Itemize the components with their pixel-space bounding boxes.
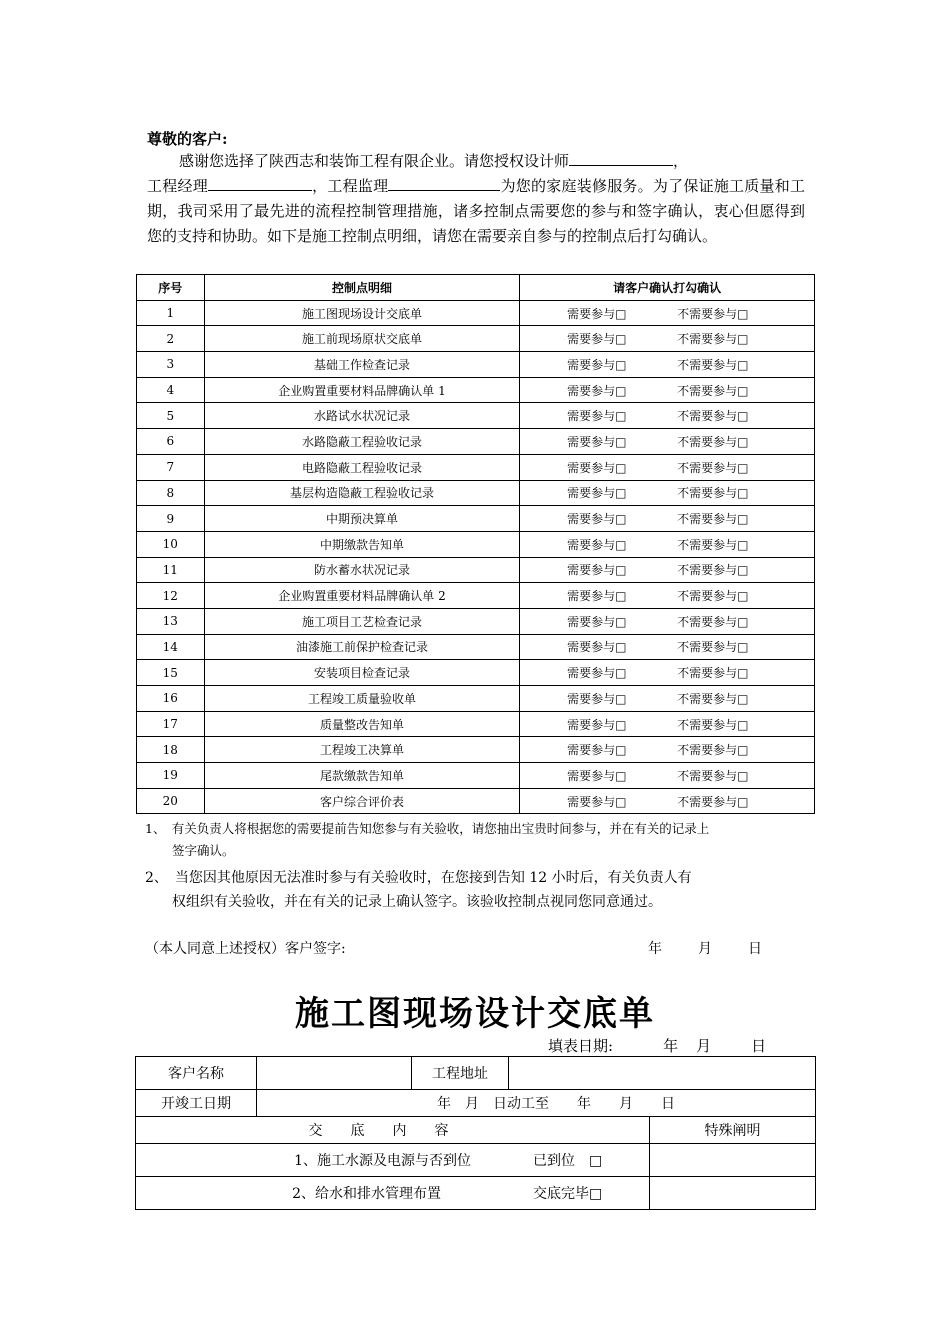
salutation: 尊敬的客户: [147, 130, 228, 148]
special-note-field[interactable] [650, 1177, 816, 1210]
row-number: 19 [137, 763, 205, 789]
row-confirm [520, 686, 815, 712]
table-row [137, 326, 815, 352]
no-need-checkbox[interactable]: 不需要参与□ [677, 743, 749, 758]
need-checkbox[interactable]: 需要参与□ [567, 357, 627, 372]
row-number: 12 [137, 583, 205, 609]
table-row [137, 429, 815, 455]
row-item: 油漆施工前保护检查记录 [204, 634, 520, 660]
start-end-field[interactable]: 年 月 日动工至 年 月 日 [257, 1090, 816, 1117]
no-need-checkbox[interactable]: 不需要参与□ [677, 537, 749, 552]
header-confirm: 请客户确认打勾确认 [520, 275, 815, 301]
table-row [137, 531, 815, 557]
table-row [137, 788, 815, 814]
need-checkbox[interactable]: 需要参与□ [567, 332, 627, 347]
table-row [137, 737, 815, 763]
row-number: 17 [137, 711, 205, 737]
row-confirm [520, 326, 815, 352]
no-need-checkbox[interactable]: 不需要参与□ [677, 589, 749, 604]
row-number: 20 [137, 788, 205, 814]
no-need-checkbox[interactable]: 不需要参与□ [677, 640, 749, 655]
row-item: 基础工作检查记录 [204, 352, 520, 378]
need-checkbox[interactable]: 需要参与□ [567, 383, 627, 398]
row-item: 企业购置重要材料品牌确认单 1 [204, 377, 520, 403]
table-row [137, 377, 815, 403]
need-checkbox[interactable]: 需要参与□ [567, 614, 627, 629]
row-confirm [520, 352, 815, 378]
row-confirm [520, 506, 815, 532]
no-need-checkbox[interactable]: 不需要参与□ [677, 691, 749, 706]
row-confirm [520, 660, 815, 686]
row-confirm [520, 634, 815, 660]
need-checkbox[interactable]: 需要参与□ [567, 640, 627, 655]
no-need-checkbox[interactable]: 不需要参与□ [677, 768, 749, 783]
need-checkbox[interactable]: 需要参与□ [567, 434, 627, 449]
table-row [137, 763, 815, 789]
row-confirm [520, 300, 815, 326]
form-item-row: 1、施工水源及电源与否到位 已到位 □ [136, 1144, 816, 1177]
form-item-row: 2、给水和排水管理布置 交底完毕□ [136, 1177, 816, 1210]
need-checkbox[interactable]: 需要参与□ [567, 537, 627, 552]
row-number: 10 [137, 531, 205, 557]
project-address-field[interactable] [509, 1057, 816, 1090]
need-checkbox[interactable]: 需要参与□ [567, 666, 627, 681]
row-confirm [520, 377, 815, 403]
fill-date: 填表日期: 年 月 日 [548, 1037, 767, 1055]
row-number: 15 [137, 660, 205, 686]
row-number: 4 [137, 377, 205, 403]
table-row [137, 454, 815, 480]
special-note-field[interactable] [650, 1144, 816, 1177]
form-row-dates [136, 1090, 816, 1117]
row-number: 1 [137, 300, 205, 326]
manager-blank[interactable] [208, 174, 312, 191]
table-row [137, 634, 815, 660]
no-need-checkbox[interactable]: 不需要参与□ [677, 512, 749, 527]
need-checkbox[interactable]: 需要参与□ [567, 794, 627, 809]
item-status[interactable]: 交底完毕□ [533, 1186, 603, 1202]
designer-blank[interactable] [569, 149, 673, 166]
row-item: 施工前现场原状交底单 [204, 326, 520, 352]
table-row [137, 352, 815, 378]
form-title: 施工图现场设计交底单 [295, 994, 655, 1034]
no-need-checkbox[interactable]: 不需要参与□ [677, 434, 749, 449]
row-number: 8 [137, 480, 205, 506]
no-need-checkbox[interactable]: 不需要参与□ [677, 383, 749, 398]
control-point-table [136, 274, 815, 814]
table-row [137, 583, 815, 609]
row-item: 施工图现场设计交底单 [204, 300, 520, 326]
row-number: 6 [137, 429, 205, 455]
customer-name-field[interactable] [257, 1057, 412, 1090]
row-item: 企业购置重要材料品牌确认单 2 [204, 583, 520, 609]
no-need-checkbox[interactable]: 不需要参与□ [677, 794, 749, 809]
no-need-checkbox[interactable]: 不需要参与□ [677, 563, 749, 578]
row-item: 工程竣工质量验收单 [204, 686, 520, 712]
no-need-checkbox[interactable]: 不需要参与□ [677, 486, 749, 501]
row-number: 5 [137, 403, 205, 429]
table-row [137, 608, 815, 634]
no-need-checkbox[interactable]: 不需要参与□ [677, 666, 749, 681]
no-need-checkbox[interactable]: 不需要参与□ [677, 614, 749, 629]
row-confirm [520, 608, 815, 634]
form-row-headers [136, 1117, 816, 1144]
row-confirm [520, 403, 815, 429]
note-1: 1、 有关负责人将根据您的需要提前告知您参与有关验收，请您抽出宝贵时间参与，并在有关的记录上 [145, 821, 710, 836]
row-item: 中期预决算单 [204, 506, 520, 532]
row-item: 施工项目工艺检查记录 [204, 608, 520, 634]
row-item: 中期缴款告知单 [204, 531, 520, 557]
no-need-checkbox[interactable]: 不需要参与□ [677, 357, 749, 372]
row-item: 基层构造隐蔽工程验收记录 [204, 480, 520, 506]
no-need-checkbox[interactable]: 不需要参与□ [677, 332, 749, 347]
no-need-checkbox[interactable]: 不需要参与□ [677, 717, 749, 732]
row-number: 14 [137, 634, 205, 660]
row-number: 9 [137, 506, 205, 532]
row-confirm [520, 454, 815, 480]
need-checkbox[interactable]: 需要参与□ [567, 306, 627, 321]
no-need-checkbox[interactable]: 不需要参与□ [677, 409, 749, 424]
customer-name-label: 客户名称 [136, 1057, 257, 1090]
row-confirm [520, 429, 815, 455]
row-confirm [520, 583, 815, 609]
no-need-checkbox[interactable]: 不需要参与□ [677, 460, 749, 475]
table-header-row [137, 275, 815, 301]
row-confirm [520, 531, 815, 557]
need-checkbox[interactable]: 需要参与□ [567, 460, 627, 475]
table-row [137, 480, 815, 506]
header-item: 控制点明细 [204, 275, 520, 301]
need-checkbox[interactable]: 需要参与□ [567, 589, 627, 604]
row-item: 防水蓄水状况记录 [204, 557, 520, 583]
row-confirm [520, 711, 815, 737]
item-status[interactable]: 已到位 □ [533, 1153, 603, 1169]
row-confirm [520, 480, 815, 506]
row-confirm [520, 788, 815, 814]
note-2-cont: 权组织有关验收，并在有关的记录上确认签字。该验收控制点视同您同意通过。 [172, 894, 662, 910]
row-number: 16 [137, 686, 205, 712]
table-row [137, 711, 815, 737]
need-checkbox[interactable]: 需要参与□ [567, 563, 627, 578]
need-checkbox[interactable]: 需要参与□ [567, 717, 627, 732]
need-checkbox[interactable]: 需要参与□ [567, 768, 627, 783]
row-item: 水路隐蔽工程验收记录 [204, 429, 520, 455]
note-2: 2、 当您因其他原因无法准时参与有关验收时，在您接到告知 12 小时后，有关负责人有 [145, 870, 692, 886]
row-confirm [520, 557, 815, 583]
intro-paragraph: 感谢您选择了陕西志和装饰工程有限企业。请您授权设计师 ， 工程经理 ，工程监理 为您的家庭装修服务。为了保证施工质量和工期，我司采用了最先进的流程控制管理措施，诸多控制点需要您的参与和签字确认，衷心但愿得到您的支持和协助。如下是施工控制点明细，请您在需要亲自参与的控制点后打勾确认。 [147, 149, 805, 249]
row-item: 质量整改告知单 [204, 711, 520, 737]
row-number: 2 [137, 326, 205, 352]
supervisor-blank[interactable] [388, 174, 500, 191]
row-confirm [520, 737, 815, 763]
row-number: 13 [137, 608, 205, 634]
start-end-label: 开竣工日期 [136, 1090, 257, 1117]
row-number: 3 [137, 352, 205, 378]
row-item: 电路隐蔽工程验收记录 [204, 454, 520, 480]
no-need-checkbox[interactable]: 不需要参与□ [677, 306, 749, 321]
need-checkbox[interactable]: 需要参与□ [567, 486, 627, 501]
row-item: 水路试水状况记录 [204, 403, 520, 429]
project-address-label: 工程地址 [412, 1057, 509, 1090]
special-header: 特殊阐明 [650, 1117, 816, 1144]
header-no: 序号 [137, 275, 205, 301]
need-checkbox[interactable]: 需要参与□ [567, 409, 627, 424]
row-number: 11 [137, 557, 205, 583]
form-row-customer [136, 1057, 816, 1090]
table-row [137, 557, 815, 583]
signature-date: 年 月 日 [648, 941, 762, 957]
row-item: 尾款缴款告知单 [204, 763, 520, 789]
table-row [137, 686, 815, 712]
row-item: 工程竣工决算单 [204, 737, 520, 763]
table-row [137, 506, 815, 532]
row-number: 7 [137, 454, 205, 480]
need-checkbox[interactable]: 需要参与□ [567, 512, 627, 527]
table-row [137, 660, 815, 686]
row-item: 客户综合评价表 [204, 788, 520, 814]
note-1-cont: 签字确认。 [172, 843, 235, 858]
row-item: 安装项目检查记录 [204, 660, 520, 686]
table-row [137, 403, 815, 429]
need-checkbox[interactable]: 需要参与□ [567, 691, 627, 706]
row-number: 18 [137, 737, 205, 763]
intro-line1: 感谢您选择了陕西志和装饰工程有限企业。请您授权设计师 [179, 152, 570, 170]
need-checkbox[interactable]: 需要参与□ [567, 743, 627, 758]
content-header: 交底内容 [136, 1117, 650, 1144]
design-handover-form [135, 1056, 816, 1210]
signature-label: （本人同意上述授权）客户签字: [145, 941, 346, 957]
row-confirm [520, 763, 815, 789]
table-row [137, 300, 815, 326]
